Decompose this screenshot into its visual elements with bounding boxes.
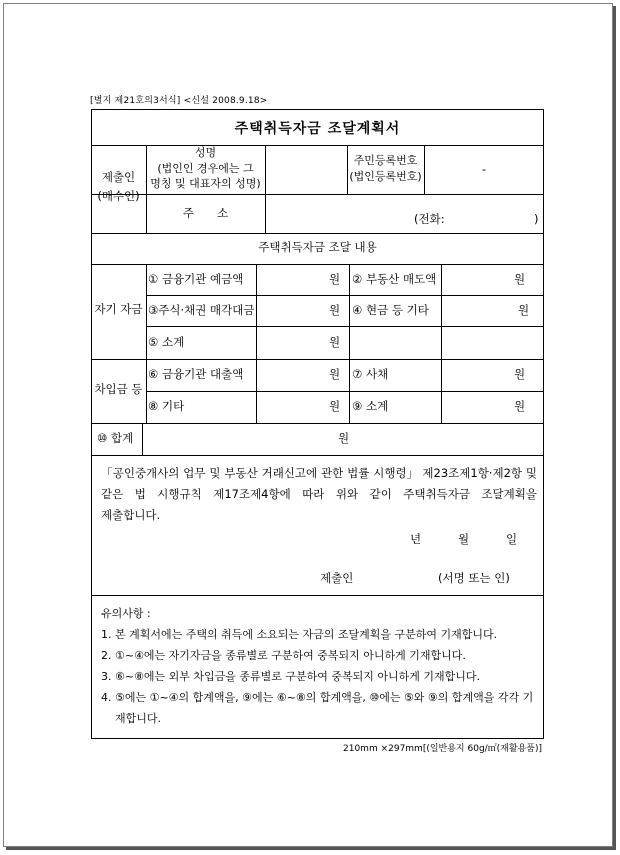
own-funds-item: ⑤ 소계	[148, 335, 185, 349]
borrowed-item: ⑥ 금융기관 대출액	[148, 367, 244, 381]
row-divider	[91, 359, 544, 360]
id-number-label: (법인등록번호)	[349, 170, 422, 183]
phone-label: (전화:	[414, 212, 445, 226]
row-divider	[91, 264, 544, 265]
note-item: 2. ①~④에는 자기자금을 종류별로 구분하여 중복되지 아니하게 기재합니다.	[101, 649, 466, 662]
row-divider	[91, 595, 544, 596]
borrowed-item: ⑨ 소계	[352, 399, 389, 413]
own-funds-item: ③주식·채권 매각대금	[148, 303, 255, 317]
section-title: 주택취득자금 조달 내용	[258, 240, 377, 254]
row-divider	[146, 391, 544, 392]
date-year: 년	[410, 532, 422, 546]
col-divider	[441, 264, 442, 423]
notes-section	[101, 603, 541, 729]
row-divider	[91, 455, 544, 456]
date-month: 월	[458, 532, 470, 546]
id-number-value[interactable]: -	[481, 162, 487, 176]
total-unit: 원	[338, 431, 350, 445]
note-item: 4. ⑤에는 ①~④의 합계액을, ⑨에는 ⑥~⑧의 합계액을, ⑩에는 ⑤와 ⑨의 합계액을 각각 기재합니다.	[101, 691, 534, 725]
amount-unit: 원	[514, 399, 526, 413]
note-item: 1. 본 계획서에는 주택의 취득에 소요되는 자금의 조달계획을 구분하여 기재합니다.	[101, 628, 498, 641]
amount-unit: 원	[329, 399, 341, 413]
id-number-label: 주민등록번호	[353, 154, 418, 167]
address-label: 주 소	[182, 206, 229, 220]
amount-unit: 원	[329, 335, 341, 349]
note-item: 3. ⑥~⑧에는 외부 차입금을 종류별로 구분하여 중복되지 아니하게 기재합니다.	[101, 670, 481, 683]
row-divider	[146, 295, 544, 296]
row-divider	[91, 194, 544, 195]
row-divider	[91, 233, 544, 234]
borrowed-header: 차입금 등	[94, 382, 143, 396]
own-funds-header: 자기 자금	[94, 302, 143, 316]
col-divider	[146, 264, 147, 423]
form-number-label: [별지 제21호의3서식] <신설 2008.9.18>	[90, 96, 268, 106]
col-divider	[265, 145, 266, 233]
name-label: 명칭 및 대표자의 성명)	[150, 177, 261, 190]
row-divider	[146, 326, 544, 327]
col-divider	[256, 264, 257, 423]
col-divider	[142, 423, 143, 455]
document-title: 주택취득자금 조달계획서	[234, 121, 401, 137]
amount-unit: 원	[514, 367, 526, 381]
amount-unit: 원	[329, 272, 341, 286]
name-label: (법인인 경우에는 그	[157, 162, 254, 175]
submitter-header: 제출인	[101, 170, 136, 184]
total-label: ⑩ 합계	[97, 431, 134, 445]
borrowed-item: ⑦ 사채	[352, 367, 389, 381]
amount-unit: 원	[329, 367, 341, 381]
borrowed-item: ⑧ 기타	[148, 399, 185, 413]
phone-close: )	[534, 212, 539, 226]
paper-spec-label: 210mm ×297mm[(일반용지 60g/㎡(재활용품)]	[343, 744, 542, 754]
date-day: 일	[506, 532, 518, 546]
name-label: 성명	[194, 146, 217, 159]
notes-title: 유의사항 :	[101, 607, 151, 620]
signer-label: 제출인	[320, 571, 354, 585]
submitter-header-sub: (매수인)	[97, 189, 140, 203]
col-divider	[349, 264, 350, 423]
own-funds-item: ① 금융기관 예금액	[148, 272, 244, 286]
amount-unit: 원	[518, 303, 530, 317]
amount-unit: 원	[514, 272, 526, 286]
own-funds-item: ② 부동산 매도액	[352, 272, 437, 286]
own-funds-item: ④ 현금 등 기타	[352, 303, 429, 317]
row-divider	[91, 423, 544, 424]
amount-unit: 원	[329, 303, 341, 317]
signature-hint: (서명 또는 인)	[438, 571, 510, 585]
declaration-statement: 「공인중개사의 업무 및 부동산 거래신고에 관한 법률 시행령」 제23조제1항·제2항 및 같은 법 시행규칙 제17조제4항에 따라 위와 같이 주택취득자금 조달계획을 제출합니다.	[101, 466, 537, 522]
